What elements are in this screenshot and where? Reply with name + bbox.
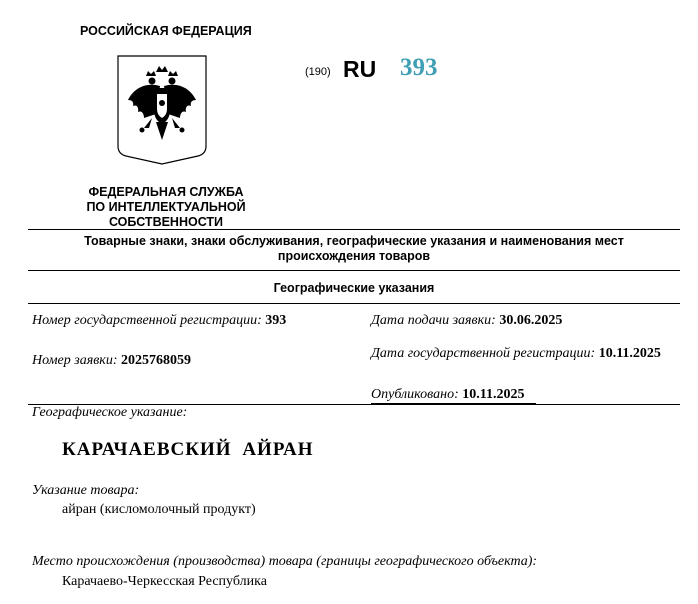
origin-value: Карачаево-Черкесская Республика — [62, 574, 267, 589]
publication-date-value: 10.11.2025 — [462, 387, 525, 402]
registration-date-label: Дата государственной регистрации: — [371, 346, 596, 361]
registration-number-value: 393 — [265, 313, 287, 328]
registration-number-label: Номер государственной регистрации: — [32, 313, 262, 328]
document-type-line-2: происхождения товаров — [277, 249, 431, 263]
agency-name — [30, 185, 302, 230]
filing-date-value: 30.06.2025 — [499, 313, 563, 328]
coat-of-arms-emblem — [116, 54, 208, 166]
application-number-label: Номер заявки: — [32, 353, 118, 368]
goods-value: айран (кисломолочный продукт) — [62, 502, 256, 517]
registration-date-field — [371, 346, 661, 362]
geographical-indication-name: КАРАЧАЕВСКИЙ АЙРАН — [62, 439, 314, 460]
divider-top — [28, 229, 680, 230]
divider-section-top — [28, 270, 680, 271]
section-title: Географические указания — [273, 281, 435, 295]
registration-number-field — [32, 313, 286, 329]
filing-date-field — [371, 313, 562, 329]
geographical-indication-label: Географическое указание: — [32, 405, 188, 420]
publication-date-field — [371, 387, 524, 403]
goods-label: Указание товара: — [32, 483, 140, 498]
agency-line-2: ПО ИНТЕЛЛЕКТУАЛЬНОЙ СОБСТВЕННОСТИ — [86, 200, 246, 229]
coat-of-arms-icon — [116, 54, 208, 166]
agency-line-1: ФЕДЕРАЛЬНАЯ СЛУЖБА — [88, 185, 244, 199]
application-number-value: 2025768059 — [120, 353, 191, 368]
publication-date-label: Опубликовано: — [371, 387, 459, 402]
registration-number-large: 393 — [400, 54, 438, 81]
inid-code-190: (190) — [305, 66, 331, 78]
document-type-title — [40, 234, 668, 264]
registration-date-value: 10.11.2025 — [598, 346, 661, 361]
origin-label: Место происхождения (производства) товара (границы географического объекта): — [32, 554, 538, 569]
divider-section-bottom — [28, 303, 680, 304]
country-code: RU — [343, 56, 377, 82]
country-name: РОССИЙСКАЯ ФЕДЕРАЦИЯ — [80, 24, 252, 38]
application-number-field — [32, 353, 191, 369]
document-type-line-1: Товарные знаки, знаки обслуживания, географические указания и наименования мест — [84, 234, 624, 248]
filing-date-label: Дата подачи заявки: — [371, 313, 496, 328]
